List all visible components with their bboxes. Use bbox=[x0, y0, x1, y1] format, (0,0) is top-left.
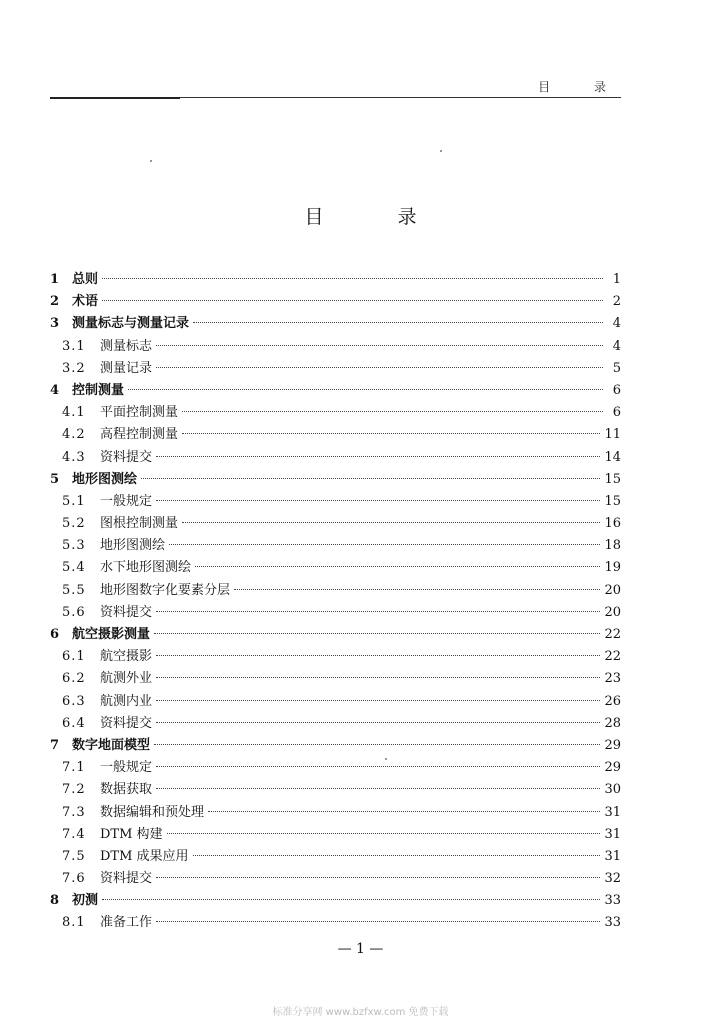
toc-section-entry bbox=[50, 336, 621, 358]
toc-dot-leader bbox=[234, 589, 600, 590]
scan-speck bbox=[440, 150, 442, 152]
toc-section-entry bbox=[50, 602, 621, 624]
toc-entry-number: 7.3 bbox=[62, 804, 86, 820]
toc-entry-page: 31 bbox=[604, 826, 621, 842]
toc-dot-leader bbox=[195, 566, 600, 567]
toc-entry-page: 32 bbox=[604, 871, 621, 887]
toc-entry-title: DTM 成果应用 bbox=[100, 848, 189, 864]
toc-entry-title: 数据编辑和预处理 bbox=[100, 804, 205, 820]
toc-entry-title: 一般规定 bbox=[100, 493, 153, 509]
toc-entry-title: 一般规定 bbox=[100, 760, 153, 776]
toc-entry-page: 22 bbox=[604, 649, 621, 665]
toc-entry-page: 29 bbox=[604, 760, 621, 776]
toc-dot-leader bbox=[102, 300, 603, 301]
toc-entry-title: 航空摄影 bbox=[100, 649, 153, 665]
toc-section-entry bbox=[50, 779, 621, 801]
toc-dot-leader bbox=[102, 899, 600, 900]
toc-dot-leader bbox=[156, 766, 600, 767]
toc-entry-title: 地形图数字化要素分层 bbox=[100, 582, 231, 598]
toc-entry-page: 18 bbox=[604, 538, 621, 554]
toc-entry-number: 7.5 bbox=[62, 848, 86, 864]
toc-section-entry bbox=[50, 447, 621, 469]
toc-entry-page: 33 bbox=[604, 893, 621, 909]
toc-section-entry bbox=[50, 646, 621, 668]
toc-entry-number: 8.1 bbox=[62, 915, 86, 931]
page-title: 目 录 bbox=[304, 206, 451, 228]
toc-entry-page: 26 bbox=[604, 693, 621, 709]
toc-entry-number: 3 bbox=[50, 316, 60, 332]
toc-chapter-entry bbox=[50, 624, 621, 646]
toc-entry-number: 1 bbox=[50, 272, 60, 287]
toc-entry-page: 14 bbox=[604, 449, 621, 465]
toc-entry-number: 5.2 bbox=[62, 516, 86, 532]
toc-section-entry bbox=[50, 557, 621, 579]
toc-section-entry bbox=[50, 912, 621, 934]
toc-section-entry bbox=[50, 757, 621, 779]
toc-entry-page: 19 bbox=[604, 560, 621, 576]
toc-dot-leader bbox=[156, 921, 600, 922]
toc-entry-page: 33 bbox=[604, 915, 621, 931]
toc-entry-page: 23 bbox=[604, 671, 621, 687]
toc-entry-page: 1 bbox=[612, 272, 621, 287]
toc-entry-page: 30 bbox=[604, 782, 621, 798]
toc-dot-leader bbox=[156, 788, 600, 789]
toc-entry-number: 4 bbox=[50, 382, 60, 398]
toc-entry-title: 航测外业 bbox=[100, 671, 153, 687]
toc-entry-page: 31 bbox=[604, 804, 621, 820]
toc-dot-leader bbox=[156, 456, 600, 457]
toc-entry-number: 8 bbox=[50, 893, 60, 909]
table-of-contents bbox=[50, 269, 621, 935]
toc-dot-leader bbox=[154, 744, 600, 745]
toc-dot-leader bbox=[156, 611, 600, 612]
toc-entry-number: 5.6 bbox=[62, 604, 86, 620]
toc-entry-page: 28 bbox=[604, 715, 621, 731]
toc-entry-title: 图根控制测量 bbox=[100, 516, 179, 532]
toc-entry-title: 航空摄影测量 bbox=[72, 627, 151, 642]
toc-entry-number: 7.4 bbox=[62, 826, 86, 842]
toc-dot-leader bbox=[193, 855, 601, 856]
toc-entry-number: 7.2 bbox=[62, 782, 86, 798]
toc-section-entry bbox=[50, 424, 621, 446]
toc-entry-page: 4 bbox=[612, 316, 621, 332]
toc-entry-number: 7 bbox=[50, 737, 60, 753]
toc-section-entry bbox=[50, 402, 621, 424]
toc-entry-title: 初测 bbox=[72, 893, 99, 909]
toc-entry-title: DTM 构建 bbox=[100, 826, 163, 842]
toc-section-entry bbox=[50, 802, 621, 824]
toc-entry-number: 4.2 bbox=[62, 427, 86, 443]
toc-dot-leader bbox=[156, 722, 600, 723]
toc-dot-leader bbox=[182, 522, 600, 523]
toc-entry-number: 5.3 bbox=[62, 538, 86, 554]
toc-section-entry bbox=[50, 824, 621, 846]
toc-entry-title: 地形图测绘 bbox=[100, 538, 166, 554]
toc-entry-title: 数字地面模型 bbox=[72, 737, 151, 753]
toc-dot-leader bbox=[156, 655, 600, 656]
watermark: 标准分享网 www.bzfxw.com 免费下载 bbox=[272, 1007, 449, 1018]
toc-entry-title: 地形图测绘 bbox=[72, 471, 138, 487]
toc-dot-leader bbox=[156, 345, 603, 346]
header-rule-accent bbox=[50, 97, 180, 99]
toc-section-entry bbox=[50, 868, 621, 890]
toc-entry-title: 资料提交 bbox=[100, 604, 153, 620]
toc-dot-leader bbox=[156, 677, 600, 678]
toc-chapter-entry bbox=[50, 735, 621, 757]
toc-section-entry bbox=[50, 491, 621, 513]
toc-entry-title: 术语 bbox=[72, 294, 99, 310]
toc-entry-page: 6 bbox=[612, 405, 621, 421]
toc-entry-page: 31 bbox=[604, 848, 621, 864]
toc-entry-number: 6 bbox=[50, 627, 60, 642]
header-label: 目 录 bbox=[538, 80, 626, 94]
toc-chapter-entry bbox=[50, 469, 621, 491]
toc-entry-title: 平面控制测量 bbox=[100, 405, 179, 421]
toc-entry-title: 高程控制测量 bbox=[100, 427, 179, 443]
toc-entry-title: 测量记录 bbox=[100, 360, 153, 376]
toc-dot-leader bbox=[156, 367, 603, 368]
toc-entry-title: 总则 bbox=[72, 272, 99, 287]
toc-chapter-entry bbox=[50, 313, 621, 335]
toc-entry-title: 资料提交 bbox=[100, 449, 153, 465]
toc-dot-leader bbox=[208, 811, 600, 812]
toc-section-entry bbox=[50, 668, 621, 690]
toc-chapter-entry bbox=[50, 291, 621, 313]
toc-entry-page: 22 bbox=[604, 627, 621, 642]
toc-entry-page: 2 bbox=[612, 294, 621, 310]
scan-speck bbox=[150, 160, 152, 162]
toc-entry-title: 资料提交 bbox=[100, 715, 153, 731]
toc-dot-leader bbox=[169, 544, 600, 545]
toc-entry-page: 15 bbox=[604, 471, 621, 487]
toc-section-entry bbox=[50, 691, 621, 713]
toc-entry-number: 5.5 bbox=[62, 582, 86, 598]
page-number: — 1 — bbox=[337, 941, 384, 957]
toc-entry-page: 15 bbox=[604, 493, 621, 509]
toc-entry-title: 数据获取 bbox=[100, 782, 153, 798]
toc-dot-leader bbox=[156, 877, 600, 878]
toc-entry-page: 6 bbox=[612, 382, 621, 398]
toc-entry-number: 3.1 bbox=[62, 338, 86, 354]
toc-dot-leader bbox=[156, 700, 600, 701]
toc-entry-number: 4.3 bbox=[62, 449, 86, 465]
toc-dot-leader bbox=[182, 433, 600, 434]
toc-entry-title: 准备工作 bbox=[100, 915, 153, 931]
toc-entry-number: 7.1 bbox=[62, 760, 86, 776]
toc-entry-number: 7.6 bbox=[62, 871, 86, 887]
toc-section-entry bbox=[50, 358, 621, 380]
toc-entry-page: 11 bbox=[604, 427, 621, 443]
toc-section-entry bbox=[50, 580, 621, 602]
toc-entry-title: 测量标志与测量记录 bbox=[72, 316, 190, 332]
toc-entry-number: 5 bbox=[50, 471, 60, 487]
toc-dot-leader bbox=[154, 633, 600, 634]
toc-entry-title: 资料提交 bbox=[100, 871, 153, 887]
toc-entry-page: 20 bbox=[604, 582, 621, 598]
toc-entry-number: 2 bbox=[50, 294, 60, 310]
toc-section-entry bbox=[50, 713, 621, 735]
toc-entry-page: 20 bbox=[604, 604, 621, 620]
toc-entry-number: 5.4 bbox=[62, 560, 86, 576]
toc-dot-leader bbox=[167, 833, 601, 834]
toc-entry-number: 6.4 bbox=[62, 715, 86, 731]
toc-dot-leader bbox=[182, 411, 603, 412]
toc-chapter-entry bbox=[50, 380, 621, 402]
toc-entry-page: 16 bbox=[604, 516, 621, 532]
toc-entry-title: 水下地形图测绘 bbox=[100, 560, 192, 576]
toc-dot-leader bbox=[102, 278, 603, 279]
toc-entry-title: 测量标志 bbox=[100, 338, 153, 354]
toc-entry-page: 29 bbox=[604, 737, 621, 753]
toc-entry-title: 控制测量 bbox=[72, 382, 125, 398]
toc-chapter-entry bbox=[50, 269, 621, 291]
toc-entry-title: 航测内业 bbox=[100, 693, 153, 709]
toc-entry-number: 6.1 bbox=[62, 649, 86, 665]
toc-entry-page: 5 bbox=[612, 360, 621, 376]
toc-dot-leader bbox=[128, 389, 603, 390]
toc-entry-page: 4 bbox=[612, 338, 621, 354]
toc-entry-number: 4.1 bbox=[62, 405, 86, 421]
toc-chapter-entry bbox=[50, 890, 621, 912]
toc-entry-number: 6.3 bbox=[62, 693, 86, 709]
toc-section-entry bbox=[50, 535, 621, 557]
toc-entry-number: 5.1 bbox=[62, 493, 86, 509]
toc-entry-number: 6.2 bbox=[62, 671, 86, 687]
toc-dot-leader bbox=[156, 500, 600, 501]
toc-section-entry bbox=[50, 513, 621, 535]
toc-section-entry bbox=[50, 846, 621, 868]
toc-entry-number: 3.2 bbox=[62, 360, 86, 376]
toc-dot-leader bbox=[141, 478, 600, 479]
toc-dot-leader bbox=[193, 322, 603, 323]
